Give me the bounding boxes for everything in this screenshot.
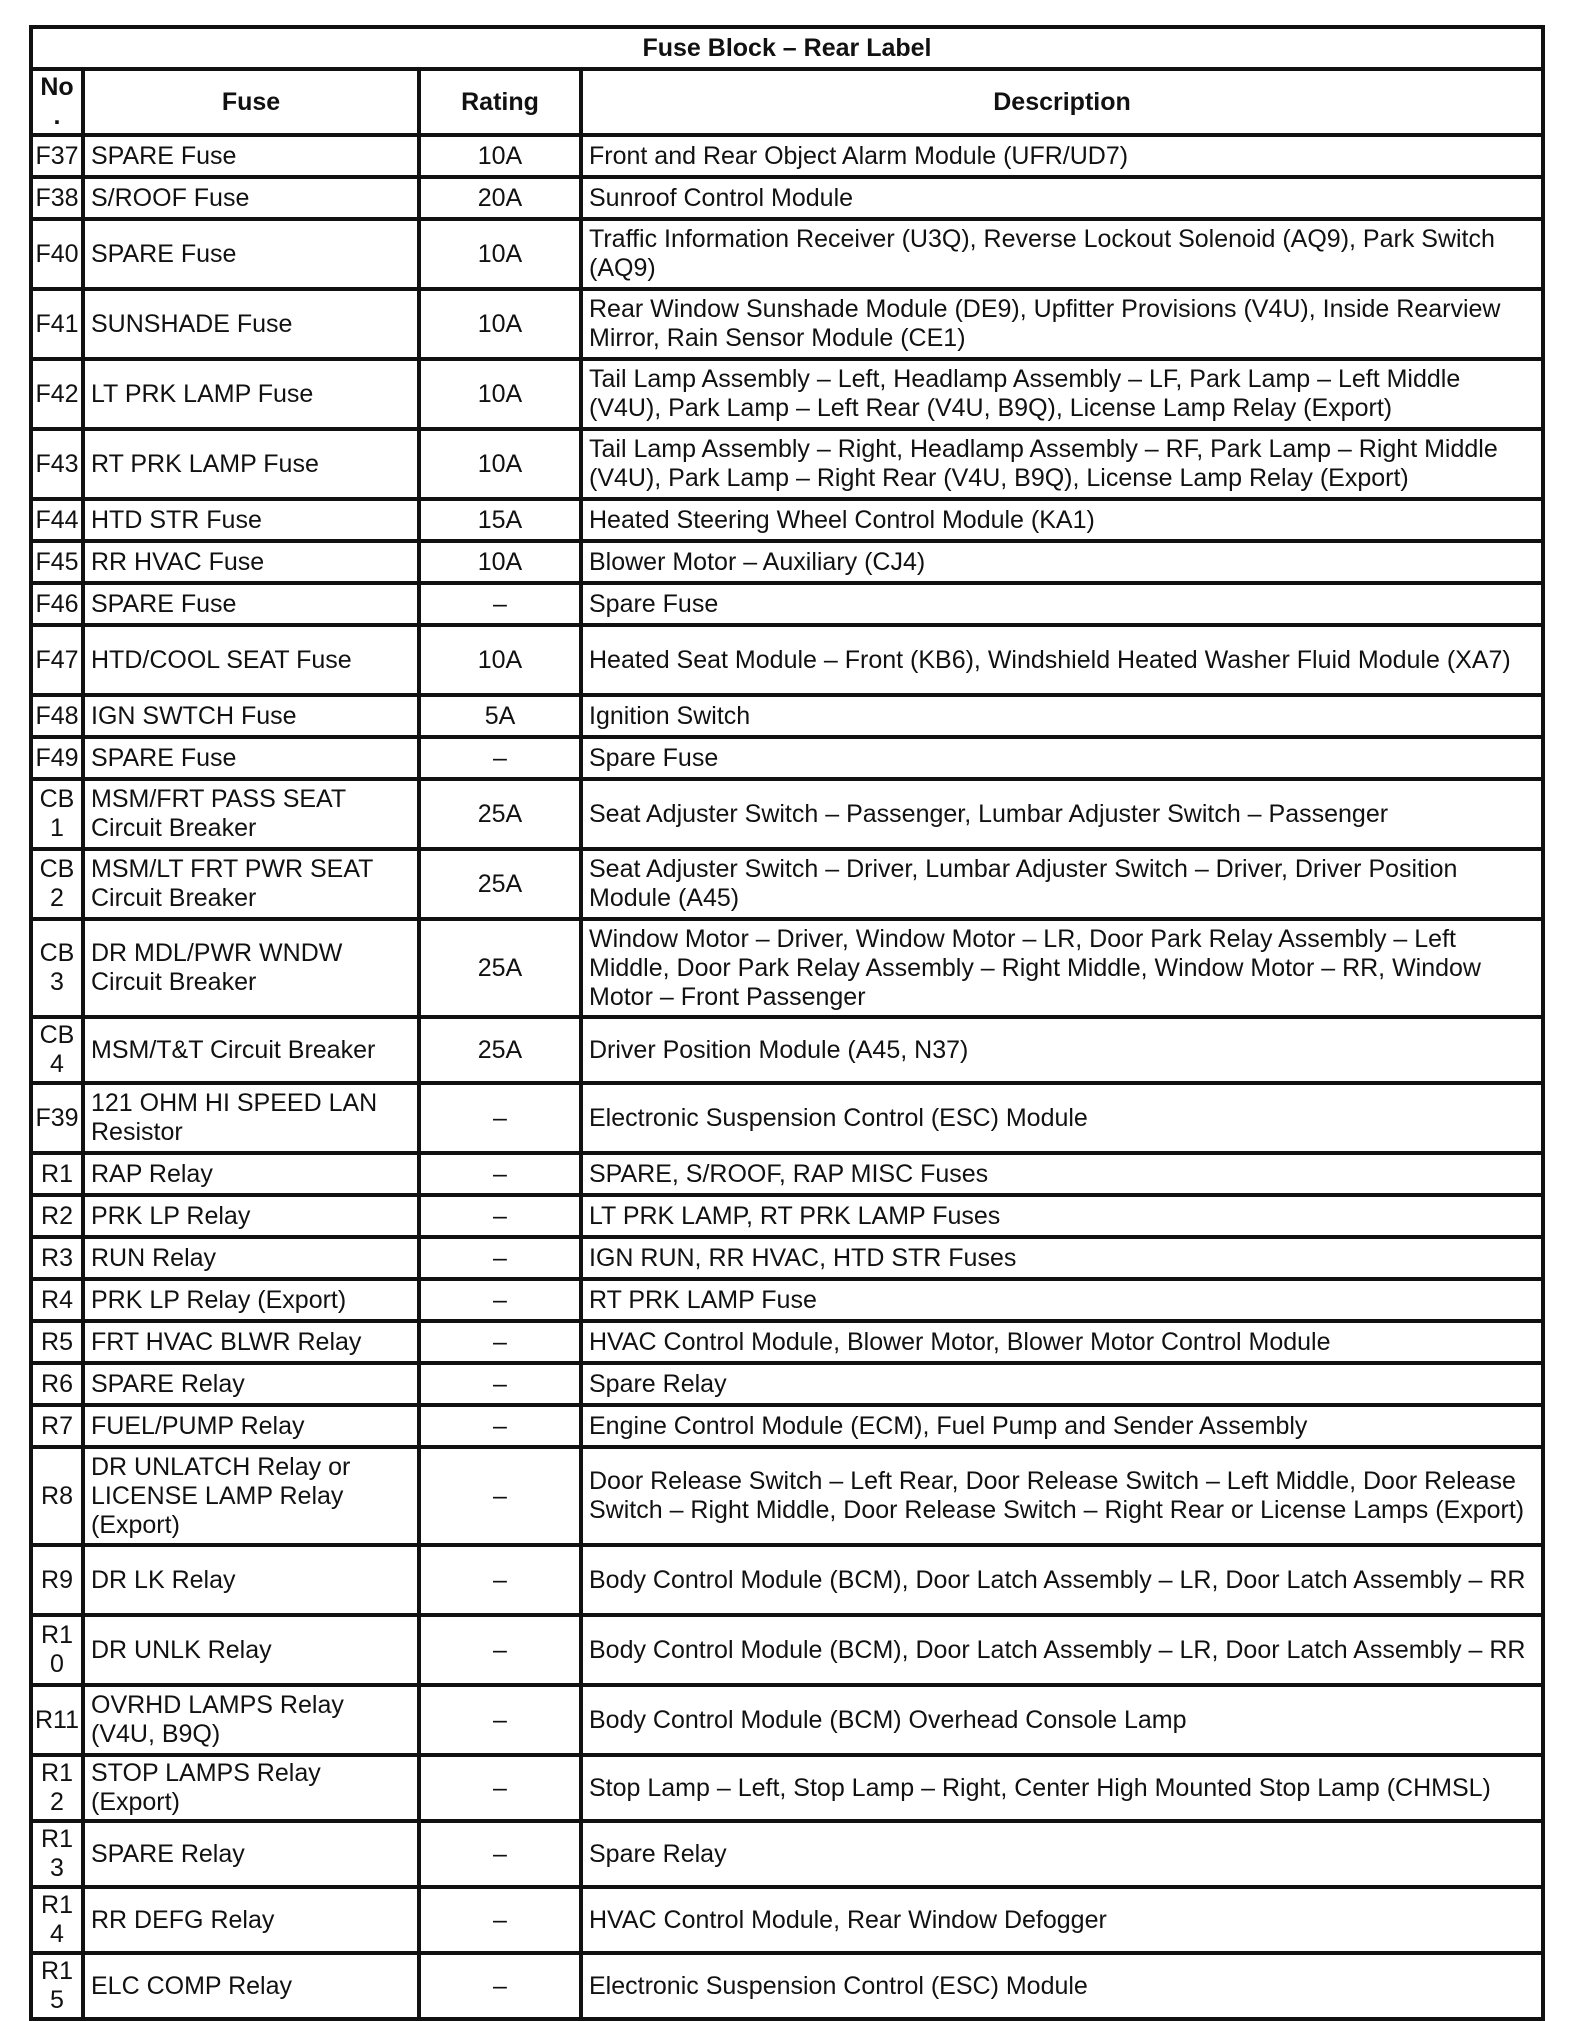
cell-fuse: ELC COMP Relay	[83, 1953, 419, 2019]
cell-rating: –	[419, 1363, 581, 1405]
cell-fuse: RR HVAC Fuse	[83, 541, 419, 583]
table-row	[31, 1953, 1543, 2019]
cell-no: R2	[31, 1195, 83, 1237]
cell-rating: –	[419, 1237, 581, 1279]
cell-fuse: STOP LAMPS Relay (Export)	[83, 1755, 419, 1821]
cell-description: Body Control Module (BCM), Door Latch Assembly – LR, Door Latch Assembly – RR	[581, 1615, 1543, 1685]
cell-rating: –	[419, 1447, 581, 1545]
cell-description: SPARE, S/ROOF, RAP MISC Fuses	[581, 1153, 1543, 1195]
cell-rating: –	[419, 1887, 581, 1953]
header-fuse: Fuse	[83, 69, 419, 135]
table-row	[31, 1755, 1543, 1821]
cell-description: Electronic Suspension Control (ESC) Module	[581, 1083, 1543, 1153]
cell-fuse: PRK LP Relay (Export)	[83, 1279, 419, 1321]
table-row	[31, 1237, 1543, 1279]
cell-description: Window Motor – Driver, Window Motor – LR, Door Park Relay Assembly – Left Middle, Door Park Relay Assembly – Right Middle, Window Motor – RR, Window Motor – Front Passenger	[581, 919, 1543, 1017]
cell-rating: 10A	[419, 429, 581, 499]
cell-no: R9	[31, 1545, 83, 1615]
cell-description: Tail Lamp Assembly – Right, Headlamp Assembly – RF, Park Lamp – Right Middle (V4U), Park Lamp – Right Rear (V4U, B9Q), License Lamp Relay (Export)	[581, 429, 1543, 499]
table-row	[31, 177, 1543, 219]
table-title-row	[31, 27, 1543, 69]
cell-fuse: MSM/T&T Circuit Breaker	[83, 1017, 419, 1083]
table-row	[31, 1615, 1543, 1685]
cell-fuse: DR UNLATCH Relay or LICENSE LAMP Relay (Export)	[83, 1447, 419, 1545]
fuse-table	[29, 25, 1545, 2021]
cell-rating: –	[419, 1953, 581, 2019]
cell-description: Spare Fuse	[581, 583, 1543, 625]
cell-no: F39	[31, 1083, 83, 1153]
cell-description: Electronic Suspension Control (ESC) Module	[581, 1953, 1543, 2019]
cell-fuse: DR LK Relay	[83, 1545, 419, 1615]
table-row	[31, 499, 1543, 541]
cell-rating: –	[419, 1321, 581, 1363]
header-description: Description	[581, 69, 1543, 135]
table-row	[31, 1545, 1543, 1615]
cell-rating: 25A	[419, 779, 581, 849]
table-title: Fuse Block – Rear Label	[31, 27, 1543, 69]
cell-fuse: HTD/COOL SEAT Fuse	[83, 625, 419, 695]
table-row	[31, 1195, 1543, 1237]
cell-rating: –	[419, 1821, 581, 1887]
cell-rating: –	[419, 1083, 581, 1153]
cell-no: R7	[31, 1405, 83, 1447]
cell-fuse: MSM/LT FRT PWR SEAT Circuit Breaker	[83, 849, 419, 919]
table-row	[31, 219, 1543, 289]
table-row	[31, 1321, 1543, 1363]
cell-rating: 20A	[419, 177, 581, 219]
cell-fuse: RR DEFG Relay	[83, 1887, 419, 1953]
cell-description: Seat Adjuster Switch – Driver, Lumbar Adjuster Switch – Driver, Driver Position Module (A45)	[581, 849, 1543, 919]
cell-rating: 25A	[419, 849, 581, 919]
cell-no: CB2	[31, 849, 83, 919]
cell-description: Engine Control Module (ECM), Fuel Pump and Sender Assembly	[581, 1405, 1543, 1447]
table-row	[31, 583, 1543, 625]
cell-fuse: SPARE Relay	[83, 1363, 419, 1405]
cell-rating: –	[419, 1615, 581, 1685]
table-row	[31, 1083, 1543, 1153]
cell-no: F46	[31, 583, 83, 625]
cell-rating: –	[419, 1545, 581, 1615]
cell-rating: 25A	[419, 919, 581, 1017]
cell-no: R11	[31, 1685, 83, 1755]
cell-rating: 25A	[419, 1017, 581, 1083]
table-row	[31, 289, 1543, 359]
cell-description: Traffic Information Receiver (U3Q), Reverse Lockout Solenoid (AQ9), Park Switch (AQ9)	[581, 219, 1543, 289]
cell-description: Spare Relay	[581, 1821, 1543, 1887]
cell-rating: 10A	[419, 135, 581, 177]
cell-fuse: DR MDL/PWR WNDW Circuit Breaker	[83, 919, 419, 1017]
cell-fuse: IGN SWTCH Fuse	[83, 695, 419, 737]
cell-rating: –	[419, 583, 581, 625]
cell-description: Heated Steering Wheel Control Module (KA1)	[581, 499, 1543, 541]
cell-fuse: RUN Relay	[83, 1237, 419, 1279]
table-row	[31, 1405, 1543, 1447]
table-body	[31, 135, 1543, 2019]
cell-no: CB4	[31, 1017, 83, 1083]
cell-description: Door Release Switch – Left Rear, Door Release Switch – Left Middle, Door Release Switch – Right Middle, Door Release Switch – Right Rear or License Lamps (Export)	[581, 1447, 1543, 1545]
cell-fuse: SPARE Fuse	[83, 135, 419, 177]
cell-description: Rear Window Sunshade Module (DE9), Upfitter Provisions (V4U), Inside Rearview Mirror, Rain Sensor Module (CE1)	[581, 289, 1543, 359]
cell-fuse: SPARE Relay	[83, 1821, 419, 1887]
cell-rating: –	[419, 1685, 581, 1755]
table-header-row	[31, 69, 1543, 135]
cell-description: Sunroof Control Module	[581, 177, 1543, 219]
table-row	[31, 1685, 1543, 1755]
cell-fuse: OVRHD LAMPS Relay (V4U, B9Q)	[83, 1685, 419, 1755]
cell-rating: 10A	[419, 541, 581, 583]
cell-no: R10	[31, 1615, 83, 1685]
cell-no: R5	[31, 1321, 83, 1363]
cell-description: Front and Rear Object Alarm Module (UFR/UD7)	[581, 135, 1543, 177]
cell-description: IGN RUN, RR HVAC, HTD STR Fuses	[581, 1237, 1543, 1279]
cell-no: CB1	[31, 779, 83, 849]
cell-description: RT PRK LAMP Fuse	[581, 1279, 1543, 1321]
cell-no: R14	[31, 1887, 83, 1953]
cell-no: F47	[31, 625, 83, 695]
table-row	[31, 1279, 1543, 1321]
cell-rating: –	[419, 1279, 581, 1321]
table-row	[31, 779, 1543, 849]
fuse-block-document	[29, 25, 1545, 2021]
cell-description: Spare Fuse	[581, 737, 1543, 779]
table-row	[31, 541, 1543, 583]
cell-rating: 10A	[419, 359, 581, 429]
table-row	[31, 429, 1543, 499]
cell-rating: 10A	[419, 219, 581, 289]
cell-no: F41	[31, 289, 83, 359]
cell-fuse: SUNSHADE Fuse	[83, 289, 419, 359]
cell-rating: –	[419, 1195, 581, 1237]
cell-description: LT PRK LAMP, RT PRK LAMP Fuses	[581, 1195, 1543, 1237]
table-row	[31, 737, 1543, 779]
cell-fuse: SPARE Fuse	[83, 583, 419, 625]
table-row	[31, 919, 1543, 1017]
table-row	[31, 1017, 1543, 1083]
cell-no: F38	[31, 177, 83, 219]
table-row	[31, 1887, 1543, 1953]
cell-no: R15	[31, 1953, 83, 2019]
cell-no: R6	[31, 1363, 83, 1405]
cell-no: F45	[31, 541, 83, 583]
cell-fuse: RAP Relay	[83, 1153, 419, 1195]
cell-rating: 10A	[419, 289, 581, 359]
table-row	[31, 1153, 1543, 1195]
cell-fuse: DR UNLK Relay	[83, 1615, 419, 1685]
cell-fuse: S/ROOF Fuse	[83, 177, 419, 219]
cell-rating: 10A	[419, 625, 581, 695]
cell-rating: –	[419, 737, 581, 779]
cell-fuse: FUEL/PUMP Relay	[83, 1405, 419, 1447]
table-row	[31, 695, 1543, 737]
cell-description: Driver Position Module (A45, N37)	[581, 1017, 1543, 1083]
cell-description: HVAC Control Module, Rear Window Defogger	[581, 1887, 1543, 1953]
table-row	[31, 1821, 1543, 1887]
cell-no: R8	[31, 1447, 83, 1545]
table-row	[31, 1447, 1543, 1545]
cell-no: R1	[31, 1153, 83, 1195]
cell-description: Heated Seat Module – Front (KB6), Windshield Heated Washer Fluid Module (XA7)	[581, 625, 1543, 695]
header-rating: Rating	[419, 69, 581, 135]
table-row	[31, 1363, 1543, 1405]
cell-description: Body Control Module (BCM) Overhead Console Lamp	[581, 1685, 1543, 1755]
cell-no: F37	[31, 135, 83, 177]
cell-fuse: SPARE Fuse	[83, 737, 419, 779]
cell-fuse: PRK LP Relay	[83, 1195, 419, 1237]
cell-no: F43	[31, 429, 83, 499]
cell-description: Stop Lamp – Left, Stop Lamp – Right, Center High Mounted Stop Lamp (CHMSL)	[581, 1755, 1543, 1821]
cell-description: Ignition Switch	[581, 695, 1543, 737]
cell-rating: –	[419, 1153, 581, 1195]
table-row	[31, 135, 1543, 177]
table-row	[31, 849, 1543, 919]
cell-no: F44	[31, 499, 83, 541]
cell-description: Seat Adjuster Switch – Passenger, Lumbar Adjuster Switch – Passenger	[581, 779, 1543, 849]
cell-no: F48	[31, 695, 83, 737]
cell-no: F49	[31, 737, 83, 779]
cell-fuse: 121 OHM HI SPEED LAN Resistor	[83, 1083, 419, 1153]
cell-no: R3	[31, 1237, 83, 1279]
cell-rating: 5A	[419, 695, 581, 737]
cell-rating: –	[419, 1405, 581, 1447]
cell-fuse: HTD STR Fuse	[83, 499, 419, 541]
cell-fuse: MSM/FRT PASS SEAT Circuit Breaker	[83, 779, 419, 849]
cell-no: CB3	[31, 919, 83, 1017]
cell-no: R12	[31, 1755, 83, 1821]
cell-description: Spare Relay	[581, 1363, 1543, 1405]
cell-fuse: RT PRK LAMP Fuse	[83, 429, 419, 499]
cell-no: F40	[31, 219, 83, 289]
header-no: No.	[31, 69, 83, 135]
cell-description: Tail Lamp Assembly – Left, Headlamp Assembly – LF, Park Lamp – Left Middle (V4U), Park Lamp – Left Rear (V4U, B9Q), License Lamp Relay (Export)	[581, 359, 1543, 429]
cell-no: R4	[31, 1279, 83, 1321]
cell-fuse: FRT HVAC BLWR Relay	[83, 1321, 419, 1363]
cell-rating: 15A	[419, 499, 581, 541]
cell-rating: –	[419, 1755, 581, 1821]
cell-fuse: SPARE Fuse	[83, 219, 419, 289]
table-row	[31, 625, 1543, 695]
cell-no: F42	[31, 359, 83, 429]
cell-fuse: LT PRK LAMP Fuse	[83, 359, 419, 429]
cell-description: Blower Motor – Auxiliary (CJ4)	[581, 541, 1543, 583]
table-row	[31, 359, 1543, 429]
cell-description: Body Control Module (BCM), Door Latch Assembly – LR, Door Latch Assembly – RR	[581, 1545, 1543, 1615]
cell-no: R13	[31, 1821, 83, 1887]
cell-description: HVAC Control Module, Blower Motor, Blower Motor Control Module	[581, 1321, 1543, 1363]
